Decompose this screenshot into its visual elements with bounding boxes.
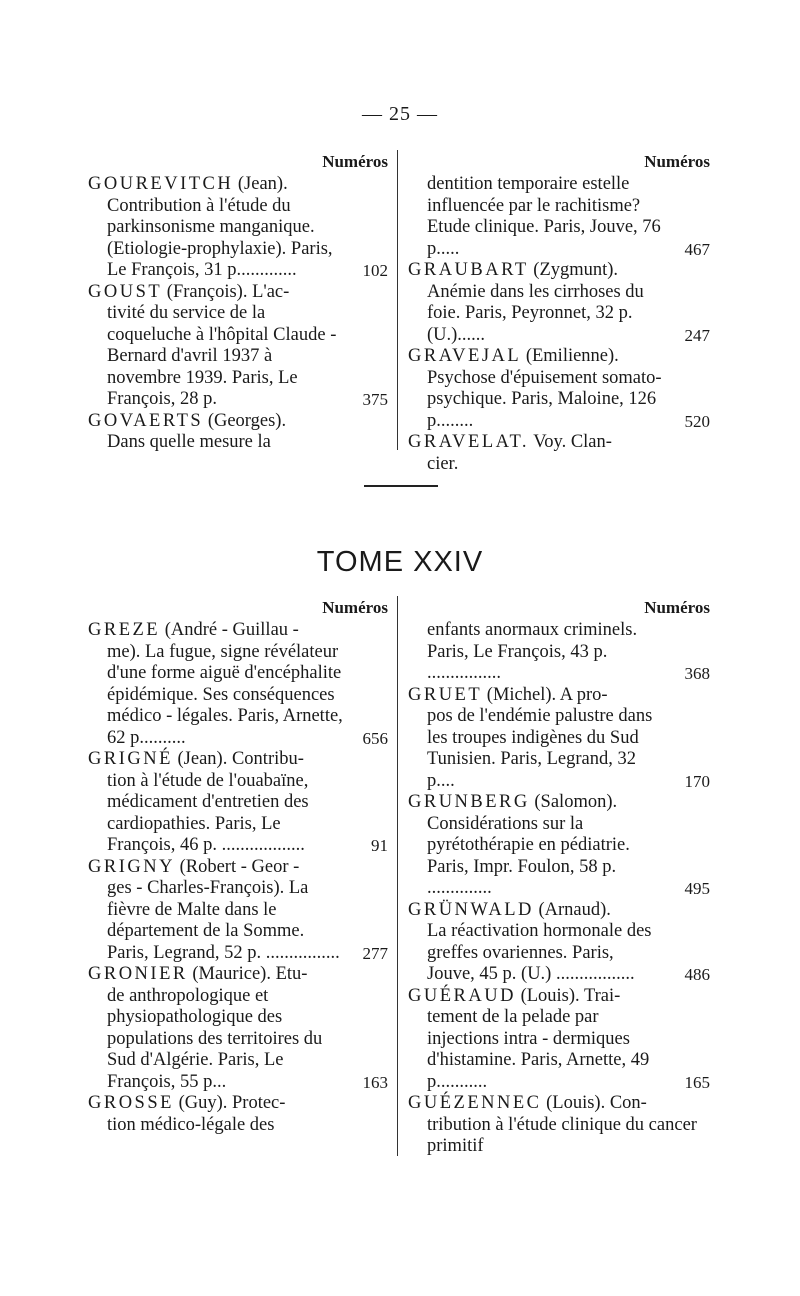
author-name: GROSSE [88, 1093, 174, 1113]
bibliography-entry [408, 620, 710, 685]
entry-first-line: Voy. Clan- [533, 432, 612, 452]
column-divider [397, 150, 398, 450]
entry-first-line: (André - Guillau - [164, 620, 299, 640]
entry-first-line: (Salomon). [534, 792, 618, 812]
entry-text: me). La fugue, signe révélateur d'une forme aiguë d'encéphalite épidémique. Ses conséquences médico - légales. Paris, Arnette, 62 p.......... [107, 641, 343, 748]
author-name: GREZE [88, 620, 161, 640]
entry-text: tivité du service de la coqueluche à l'hôpital Claude - Bernard d'avril 1937 à novembre 1939. Paris, Le François, 28 p. [107, 303, 337, 409]
entry-text: ges - Charles-François). La fièvre de Malte dans le département de la Somme. Paris, Legrand, 52 p. ................ [107, 878, 340, 963]
author-name: GOVAERTS [88, 410, 204, 431]
entry-first-line: (François). L'ac- [166, 281, 290, 302]
entry-number: 165 [684, 1072, 710, 1092]
entry-text: pos de l'endémie palustre dans les troupes indigènes du Sud Tunisien. Paris, Legrand, 32 p.... [427, 706, 653, 791]
entry-number: 247 [684, 325, 710, 345]
entry-first-line: (Jean). Contribu- [177, 749, 304, 769]
entry-text: La réactivation hormonale des greffes ovariennes. Paris, Jouve, 45 p. (U.) ................. [427, 921, 652, 984]
entry-number: 375 [362, 390, 388, 409]
entry-text: Psychose d'épuisement somato-psychique. Paris, Maloine, 126 p........ [427, 367, 662, 431]
column-header: Numéros [322, 598, 388, 617]
entry-number: 91 [371, 836, 388, 855]
bibliography-entry [408, 346, 710, 432]
column-header: Numéros [322, 152, 388, 171]
bibliography-entry [408, 432, 710, 475]
entry-first-line: (Arnaud). [538, 899, 611, 920]
column-header: Numéros [644, 598, 710, 617]
bibliography-entry [88, 857, 388, 965]
author-name: GUÉRAUD [408, 985, 516, 1006]
entry-first-line: (Louis). Con- [546, 1093, 647, 1113]
entry-number: 170 [684, 771, 710, 791]
author-name: GRAVELAT. [408, 432, 529, 452]
entry-list [408, 174, 710, 475]
column-divider [397, 596, 398, 1156]
entry-text: tement de la pelade par injections intra - dermiques d'histamine. Paris, Arnette, 49 p........... [427, 1007, 650, 1092]
top-left-column [88, 150, 388, 454]
entry-number: 102 [362, 261, 388, 280]
entry-number: 520 [684, 411, 710, 431]
bibliography-entry [408, 260, 710, 346]
entry-text: enfants anormaux criminels. Paris, Le François, 43 p. ................ [427, 620, 638, 683]
author-name: GOUREVITCH [88, 174, 234, 194]
entry-number: 495 [684, 879, 710, 898]
entry-text: Considérations sur la pyrétothérapie en pédiatrie. Paris, Impr. Foulon, 58 p. .............. [427, 813, 630, 898]
top-right-column [408, 150, 710, 475]
entry-text: cier. [427, 453, 459, 474]
entry-text: Anémie dans les cirrhoses du foie. Paris, Peyronnet, 32 p. (U.)...... [427, 281, 644, 345]
entry-text: Dans quelle mesure la [107, 432, 271, 452]
author-name: GRIGNY [88, 856, 175, 877]
entry-first-line: (Jean). [237, 174, 288, 194]
author-name: GRUNBERG [408, 792, 530, 812]
bibliography-entry [408, 986, 710, 1094]
column-header: Numéros [644, 152, 710, 171]
entry-text: Contribution à l'étude du parkinsonisme manganique. (Etiologie-prophylaxie). Paris, Le François, 31 p............. [107, 195, 333, 280]
author-name: GRUET [408, 684, 483, 705]
author-name: GRAVEJAL [408, 346, 522, 366]
entry-first-line: (Georges). [207, 410, 287, 431]
entry-number: 277 [362, 943, 388, 963]
author-name: GRAUBART [408, 260, 529, 280]
page-number: — 25 — [362, 103, 438, 125]
bibliography-entry [88, 1093, 388, 1136]
entry-number: 163 [362, 1072, 388, 1092]
entry-first-line: (Maurice). Etu- [192, 964, 308, 984]
section-divider [364, 485, 438, 487]
section-title: TOME XXIV [316, 546, 484, 578]
entry-text: tion à l'étude de l'ouabaïne, médicament d'entretien des cardiopathies. Paris, Le François, 46 p. .................. [107, 770, 309, 855]
bibliography-entry [408, 792, 710, 900]
author-name: GUÉZENNEC [408, 1093, 542, 1113]
entry-first-line: (Louis). Trai- [520, 985, 621, 1006]
bibliography-entry [408, 1093, 710, 1158]
entry-first-line: (Guy). Protec- [178, 1093, 286, 1113]
entry-number: 467 [684, 239, 710, 259]
entry-text: dentition temporaire estelle influencée par le rachitisme? Etude clinique. Paris, Jouve, 76 p..... [427, 174, 661, 259]
entry-number: 486 [684, 965, 710, 984]
entry-text: de anthropologique et physiopathologique des populations des territoires du Sud d'Algérie. Paris, Le François, 55 p... [107, 985, 323, 1092]
bottom-right-column [408, 596, 710, 1158]
bibliography-entry [88, 411, 388, 454]
entry-first-line: (Michel). A pro- [486, 684, 608, 705]
bibliography-entry [88, 620, 388, 749]
entry-text: tribution à l'étude clinique du cancer primitif [427, 1114, 697, 1156]
bibliography-entry [88, 174, 388, 282]
entry-list [408, 620, 710, 1158]
entry-text: tion médico-légale des [107, 1114, 275, 1135]
bibliography-entry [408, 174, 710, 260]
bibliography-entry [408, 685, 710, 793]
bottom-left-column [88, 596, 388, 1136]
entry-first-line: (Robert - Geor - [179, 856, 300, 877]
entry-list [88, 174, 388, 454]
bibliography-entry [408, 900, 710, 986]
author-name: GRÜNWALD [408, 899, 534, 920]
entry-number: 368 [684, 664, 710, 683]
entry-first-line: (Emilienne). [525, 346, 619, 366]
bibliography-entry [88, 749, 388, 857]
entry-list [88, 620, 388, 1136]
author-name: GRIGNÉ [88, 749, 173, 769]
entry-number: 656 [362, 728, 388, 748]
entry-first-line: (Zygmunt). [533, 260, 619, 280]
author-name: GRONIER [88, 964, 188, 984]
bibliography-entry [88, 964, 388, 1093]
author-name: GOUST [88, 281, 163, 302]
bibliography-entry [88, 282, 388, 411]
